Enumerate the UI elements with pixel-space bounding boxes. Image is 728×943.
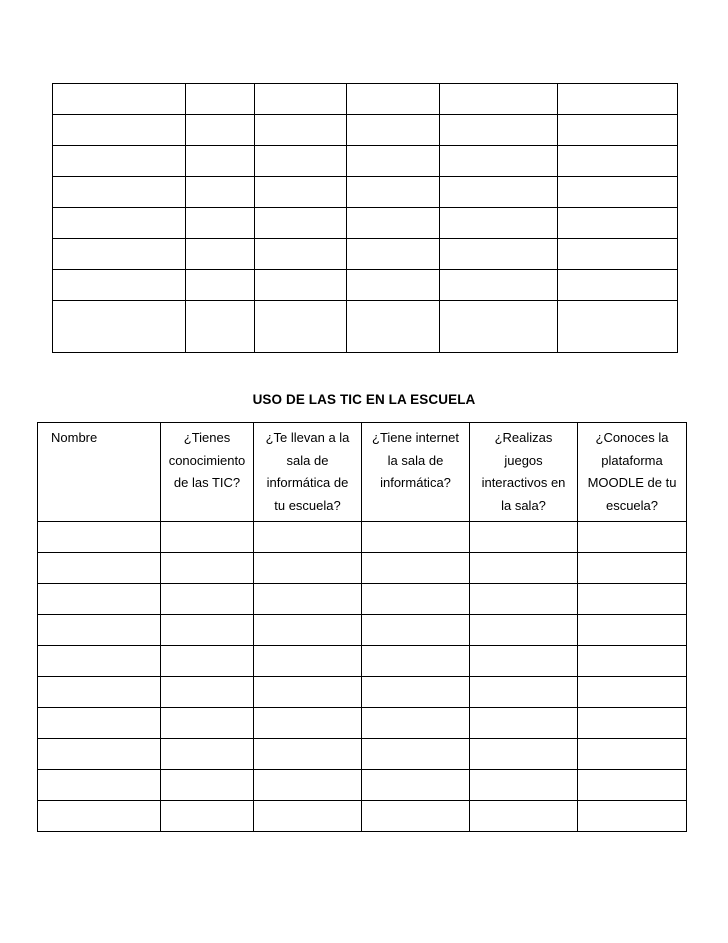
table-row xyxy=(53,301,678,353)
table-cell xyxy=(38,739,161,770)
table-cell xyxy=(347,208,440,239)
table-cell xyxy=(38,584,161,615)
table-cell xyxy=(254,522,362,553)
table-cell xyxy=(161,708,254,739)
table-cell xyxy=(186,146,255,177)
header-line: ¿Te llevan a la xyxy=(265,430,350,445)
table-cell xyxy=(440,270,558,301)
table-cell xyxy=(558,115,678,146)
table-row xyxy=(38,615,687,646)
table-cell xyxy=(254,646,362,677)
table-row xyxy=(53,84,678,115)
header-line: MOODLE de tu xyxy=(587,475,677,490)
table-cell xyxy=(186,208,255,239)
table-cell xyxy=(440,301,558,353)
table-cell xyxy=(186,177,255,208)
table-row xyxy=(38,553,687,584)
table-cell xyxy=(470,708,578,739)
table-cell xyxy=(362,522,470,553)
table-cell xyxy=(53,301,186,353)
header-line: ¿Tiene internet xyxy=(372,430,459,445)
header-line: escuela? xyxy=(605,497,659,513)
column-header-juegos-interactivos xyxy=(470,423,578,522)
survey-table xyxy=(37,422,687,832)
table-cell xyxy=(362,677,470,708)
table-cell xyxy=(440,146,558,177)
table-cell xyxy=(347,301,440,353)
table-cell xyxy=(38,615,161,646)
header-line: ¿Realizas xyxy=(494,430,553,445)
header-line: juegos xyxy=(504,452,543,468)
table-cell xyxy=(347,115,440,146)
header-row xyxy=(38,423,687,522)
column-header-conocimiento-tic xyxy=(161,423,254,522)
table-cell xyxy=(558,301,678,353)
table-cell xyxy=(255,177,347,208)
table-cell xyxy=(470,522,578,553)
blank-grid-table xyxy=(52,83,678,353)
table-cell xyxy=(38,522,161,553)
table-cell xyxy=(38,770,161,801)
table-cell xyxy=(53,270,186,301)
table-cell xyxy=(347,84,440,115)
table-cell xyxy=(254,553,362,584)
column-header-sala-informatica xyxy=(254,423,362,522)
table-cell xyxy=(254,739,362,770)
table-cell xyxy=(161,522,254,553)
table-cell xyxy=(470,677,578,708)
header-line: la sala? xyxy=(501,497,546,513)
table-cell xyxy=(38,677,161,708)
table-cell xyxy=(578,615,687,646)
table-cell xyxy=(53,84,186,115)
header-line: informática de xyxy=(266,475,349,490)
table-cell xyxy=(362,770,470,801)
table-cell xyxy=(186,239,255,270)
blank-grid-body xyxy=(53,84,678,353)
table-cell xyxy=(254,615,362,646)
table-cell xyxy=(362,553,470,584)
table-cell xyxy=(186,270,255,301)
table-cell xyxy=(254,584,362,615)
table-cell xyxy=(578,553,687,584)
table-cell xyxy=(161,584,254,615)
table-row xyxy=(53,239,678,270)
table-cell xyxy=(558,84,678,115)
column-header-internet xyxy=(362,423,470,522)
table-row xyxy=(38,522,687,553)
survey-table-header xyxy=(38,423,687,522)
table-row xyxy=(38,770,687,801)
survey-table-body xyxy=(38,522,687,832)
table-cell xyxy=(470,615,578,646)
table-cell xyxy=(578,708,687,739)
table-row xyxy=(38,646,687,677)
column-header-nombre xyxy=(38,423,161,522)
table-cell xyxy=(578,584,687,615)
table-cell xyxy=(470,646,578,677)
table-row xyxy=(53,208,678,239)
table-cell xyxy=(347,146,440,177)
table-cell xyxy=(53,239,186,270)
header-line: ¿Tienes xyxy=(183,430,231,445)
table-row xyxy=(53,270,678,301)
table-cell xyxy=(362,615,470,646)
table-cell xyxy=(53,208,186,239)
table-cell xyxy=(578,801,687,832)
table-cell xyxy=(440,208,558,239)
table-cell xyxy=(347,177,440,208)
table-cell xyxy=(255,84,347,115)
table-cell xyxy=(558,146,678,177)
table-cell xyxy=(254,677,362,708)
table-cell xyxy=(255,270,347,301)
table-cell xyxy=(470,584,578,615)
table-cell xyxy=(161,801,254,832)
table-cell xyxy=(255,115,347,146)
table-cell xyxy=(254,708,362,739)
table-cell xyxy=(362,708,470,739)
table-cell xyxy=(161,615,254,646)
header-line: interactivos en xyxy=(481,475,566,490)
table-row xyxy=(53,177,678,208)
table-cell xyxy=(161,646,254,677)
table-cell xyxy=(161,770,254,801)
table-cell xyxy=(254,770,362,801)
header-line: Nombre xyxy=(51,430,98,445)
table-cell xyxy=(347,239,440,270)
table-cell xyxy=(53,115,186,146)
table-cell xyxy=(186,301,255,353)
header-line: la sala de xyxy=(387,452,444,468)
table-cell xyxy=(161,739,254,770)
table-cell xyxy=(578,770,687,801)
table-cell xyxy=(558,270,678,301)
table-cell xyxy=(347,270,440,301)
table-cell xyxy=(161,677,254,708)
header-line: plataforma xyxy=(601,452,663,468)
table-cell xyxy=(578,677,687,708)
table-cell xyxy=(38,801,161,832)
table-cell xyxy=(362,646,470,677)
table-cell xyxy=(362,739,470,770)
table-cell xyxy=(362,801,470,832)
table-row xyxy=(38,739,687,770)
table-cell xyxy=(254,801,362,832)
table-cell xyxy=(186,115,255,146)
header-line: conocimiento xyxy=(168,452,246,468)
table-row xyxy=(38,708,687,739)
table-row xyxy=(53,115,678,146)
table-cell xyxy=(440,177,558,208)
table-cell xyxy=(558,208,678,239)
table-row xyxy=(38,584,687,615)
table-cell xyxy=(440,115,558,146)
header-line: ¿Conoces la xyxy=(595,430,669,445)
table-cell xyxy=(53,177,186,208)
table-cell xyxy=(470,770,578,801)
header-line: de las TIC? xyxy=(173,475,241,490)
table-cell xyxy=(558,177,678,208)
table-cell xyxy=(578,739,687,770)
header-line: sala de xyxy=(286,452,329,468)
column-header-moodle xyxy=(578,423,687,522)
table-cell xyxy=(38,708,161,739)
table-cell xyxy=(255,146,347,177)
table-cell xyxy=(362,584,470,615)
table-cell xyxy=(470,739,578,770)
table-cell xyxy=(255,239,347,270)
table-row xyxy=(38,677,687,708)
table-cell xyxy=(470,801,578,832)
table-cell xyxy=(255,301,347,353)
table-cell xyxy=(440,84,558,115)
header-line: tu escuela? xyxy=(274,497,341,513)
table-row xyxy=(53,146,678,177)
table-cell xyxy=(38,646,161,677)
table-cell xyxy=(470,553,578,584)
table-cell xyxy=(186,84,255,115)
header-line: informática? xyxy=(380,475,451,490)
table-cell xyxy=(578,646,687,677)
table-cell xyxy=(578,522,687,553)
table-cell xyxy=(255,208,347,239)
table-row xyxy=(38,801,687,832)
table-cell xyxy=(558,239,678,270)
table-cell xyxy=(161,553,254,584)
table-cell xyxy=(53,146,186,177)
table-cell xyxy=(38,553,161,584)
table-cell xyxy=(440,239,558,270)
document-title: USO DE LAS TIC EN LA ESCUELA xyxy=(252,392,476,407)
